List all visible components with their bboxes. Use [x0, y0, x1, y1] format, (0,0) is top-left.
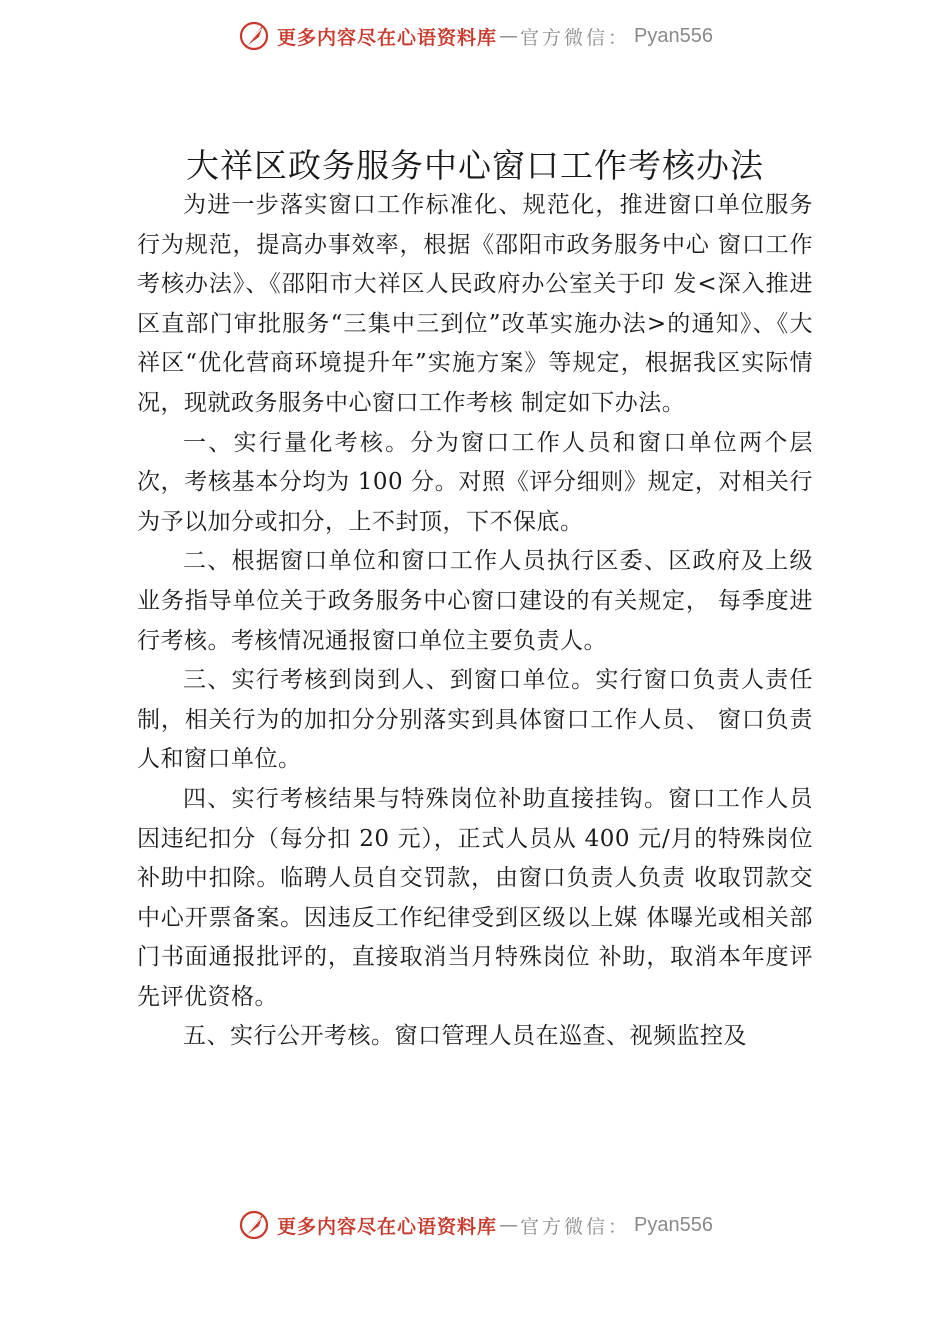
header-brand-text: 更多内容尽在心语资料库 — [277, 26, 498, 49]
footer-banner — [0, 1205, 950, 1245]
document-title: 大祥区政务服务中心窗口工作考核办法 — [186, 146, 764, 185]
paragraph-item-4: 四、实行考核结果与特殊岗位补助直接挂钩。窗口工作人员因违纪扣分（每分扣 20 元），正式人员从 400 元/月的特殊岗位补助中扣除。临聘人员自交罚款，由窗口负责人负责 收取罚款交中心开票备案。因违反工作纪律受到区级以上媒 体曝光或相关部门书面通报批评的，直接取消当月特殊岗位 补助，取消本年度评先评优资格。 — [137, 785, 813, 1010]
quill-pen-logo-icon — [237, 1208, 271, 1242]
paragraph-item-5: 五、实行公开考核。窗口管理人员在巡查、视频监控及 — [183, 1023, 747, 1050]
footer-separator: — — [499, 1214, 519, 1236]
footer-wechat-label: 官方微信： — [520, 1215, 631, 1238]
header-wechat-account: Pyan556 — [634, 24, 713, 47]
header-banner — [0, 16, 950, 56]
footer-wechat-account: Pyan556 — [634, 1213, 713, 1236]
header-separator: — — [499, 25, 519, 47]
document-body — [137, 186, 813, 1057]
header-wechat-label: 官方微信： — [520, 26, 631, 49]
footer-brand-text: 更多内容尽在心语资料库 — [277, 1215, 498, 1238]
paragraph-item-2: 二、根据窗口单位和窗口工作人员执行区委、区政府及上级业务指导单位关于政务服务中心窗口建设的有关规定， 每季度进行考核。考核情况通报窗口单位主要负责人。 — [137, 548, 813, 654]
paragraph-item-3: 三、实行考核到岗到人、到窗口单位。实行窗口负责人责任制，相关行为的加扣分分别落实到具体窗口工作人员、 窗口负责人和窗口单位。 — [137, 667, 813, 773]
paragraph-intro: 为进一步落实窗口工作标准化、规范化，推进窗口单位服务行为规范，提高办事效率，根据《邵阳市政务服务中心 窗口工作考核办法》、《邵阳市大祥区人民政府办公室关于印 发<深入推进区直部门审批服务“三集中三到位”改革实施办法>的通知》、《大祥区“优化营商环境提升年”实施方案》等规定，根据我区实际情况，现就政务服务中心窗口工作考核 制定如下办法。 — [137, 192, 813, 416]
quill-pen-logo-icon — [237, 19, 271, 53]
paragraph-item-1: 一、实行量化考核。分为窗口工作人员和窗口单位两个层次，考核基本分均为 100 分。对照《评分细则》规定，对相关行为予以加分或扣分，上不封顶，下不保底。 — [137, 429, 813, 535]
